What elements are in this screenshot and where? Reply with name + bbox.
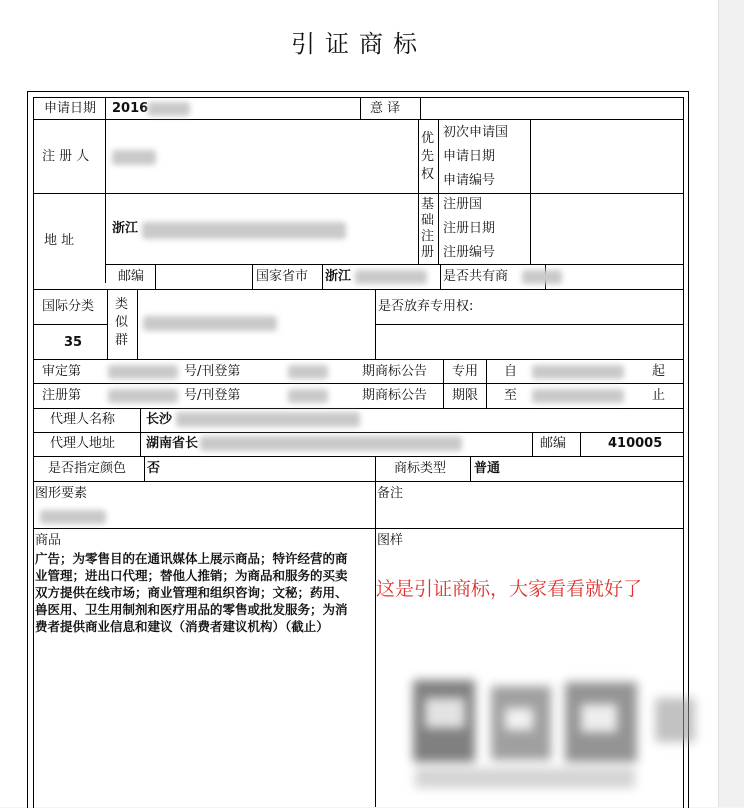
label-gazette-2: 期商标公告 <box>362 388 428 403</box>
redacted-block <box>40 510 106 524</box>
document-title: 引证商标 <box>291 30 427 58</box>
row-divider <box>33 324 107 325</box>
redacted-block <box>176 412 360 427</box>
label-sample: 图样 <box>377 533 404 548</box>
label-goods: 商品 <box>35 533 62 548</box>
col-divider <box>530 119 531 264</box>
label-postcode: 邮编 <box>118 269 145 284</box>
row-divider <box>33 193 683 194</box>
label-remarks: 备注 <box>377 486 404 501</box>
col-divider <box>107 289 108 359</box>
col-divider <box>443 359 444 408</box>
label-co-owned: 是否共有商 <box>443 269 509 284</box>
label-reg-no-2: 注册第 <box>42 388 82 403</box>
row-divider <box>33 528 683 529</box>
redacted-block <box>200 436 462 451</box>
col-divider <box>580 432 581 456</box>
label-color-claim: 是否指定颜色 <box>48 461 127 476</box>
label-intl-class: 国际分类 <box>42 299 95 314</box>
col-divider <box>375 289 376 359</box>
label-registrant: 注 册 人 <box>42 149 90 164</box>
redacted-block <box>288 389 328 403</box>
redacted-block <box>148 102 190 116</box>
label-meaning: 意 译 <box>370 101 401 116</box>
row-divider <box>33 456 683 457</box>
col-divider <box>486 359 487 408</box>
value-address: 浙江 <box>112 221 139 236</box>
label-end: 止 <box>652 388 666 403</box>
row-divider <box>33 383 683 384</box>
value-tm-type: 普通 <box>474 461 501 476</box>
redacted-block <box>108 389 178 403</box>
col-divider <box>322 264 323 289</box>
col-divider <box>532 432 533 456</box>
value-province: 浙江 <box>325 269 352 284</box>
col-divider <box>438 119 439 264</box>
row-divider <box>33 289 683 290</box>
label-exam-no: 审定第 <box>42 364 82 379</box>
label-priority-no: 申请编号 <box>443 173 496 188</box>
label-address: 地 址 <box>44 233 75 248</box>
label-from: 自 <box>504 364 518 379</box>
label-agent-address: 代理人地址 <box>50 436 116 451</box>
label-similar-group: 类似群 <box>115 297 129 348</box>
redacted-block <box>355 270 427 284</box>
col-divider <box>440 264 441 289</box>
col-divider <box>375 456 376 807</box>
col-divider <box>137 289 138 359</box>
label-issue-2: 号/刊登第 <box>184 388 241 403</box>
label-agent-name: 代理人名称 <box>50 412 116 427</box>
label-priority-date: 申请日期 <box>443 149 496 164</box>
row-divider <box>105 264 683 265</box>
row-divider <box>33 359 683 360</box>
value-apply-date: 2016 <box>112 101 149 116</box>
label-priority: 优先权 <box>421 131 435 182</box>
col-divider <box>140 408 141 457</box>
col-divider <box>144 456 145 481</box>
col-divider <box>420 97 421 119</box>
row-divider <box>33 408 683 409</box>
col-divider <box>470 456 471 481</box>
label-gazette-1: 期商标公告 <box>362 364 428 379</box>
col-divider <box>252 264 253 289</box>
red-annotation: 这是引证商标，大家看看就好了 <box>376 578 643 600</box>
label-reg-no: 注册编号 <box>443 245 496 260</box>
label-postcode-2: 邮编 <box>540 436 567 451</box>
label-term: 期限 <box>452 388 479 403</box>
label-reg-country: 注册国 <box>443 197 483 212</box>
label-to: 至 <box>504 388 518 403</box>
col-divider <box>155 264 156 289</box>
redacted-block <box>112 150 156 165</box>
label-start: 起 <box>652 364 666 379</box>
row-divider <box>33 432 683 433</box>
label-apply-date: 申请日期 <box>44 101 97 116</box>
value-agent-name: 长沙 <box>146 412 173 427</box>
label-reg-date: 注册日期 <box>443 221 496 236</box>
redacted-block <box>108 365 178 379</box>
redacted-block <box>142 222 346 239</box>
label-issue-1: 号/刊登第 <box>184 364 241 379</box>
redacted-block <box>143 316 277 331</box>
row-divider <box>375 324 683 325</box>
redacted-block <box>532 389 624 403</box>
label-country-city: 国家省市 <box>256 269 309 284</box>
label-tm-type: 商标类型 <box>394 461 447 476</box>
label-figure-elements: 图形要素 <box>35 486 88 501</box>
value-color-claim: 否 <box>147 461 161 476</box>
col-divider <box>105 97 106 283</box>
redacted-block <box>522 270 562 284</box>
row-divider <box>33 119 683 120</box>
redacted-block <box>288 365 328 379</box>
label-waive-right: 是否放弃专用权: <box>378 299 474 314</box>
col-divider <box>360 97 361 119</box>
label-exclusive: 专用 <box>452 364 479 379</box>
redacted-block <box>532 365 624 379</box>
col-divider <box>418 119 419 264</box>
value-agent-address: 湖南省长 <box>146 436 199 451</box>
trademark-image-mosaic <box>405 668 705 798</box>
value-intl-class: 35 <box>64 335 83 350</box>
value-agent-postcode: 410005 <box>608 436 663 451</box>
goods-services-text: 广告；为零售目的在通讯媒体上展示商品；特许经营的商业管理；进出口代理；替他人推销；为商品和服务的买卖双方提供在线市场；商业管理和组织咨询；文秘；药用、兽医用、卫生用制剂和医疗用品的零售或批发服务；为消费者提供商业信息和建议（消费者建议机构）（截止） <box>35 551 348 634</box>
label-basis-registration: 基础注册 <box>421 197 435 260</box>
row-divider <box>33 481 683 482</box>
vertical-scrollbar[interactable] <box>718 0 744 807</box>
label-first-country: 初次申请国 <box>443 125 509 140</box>
